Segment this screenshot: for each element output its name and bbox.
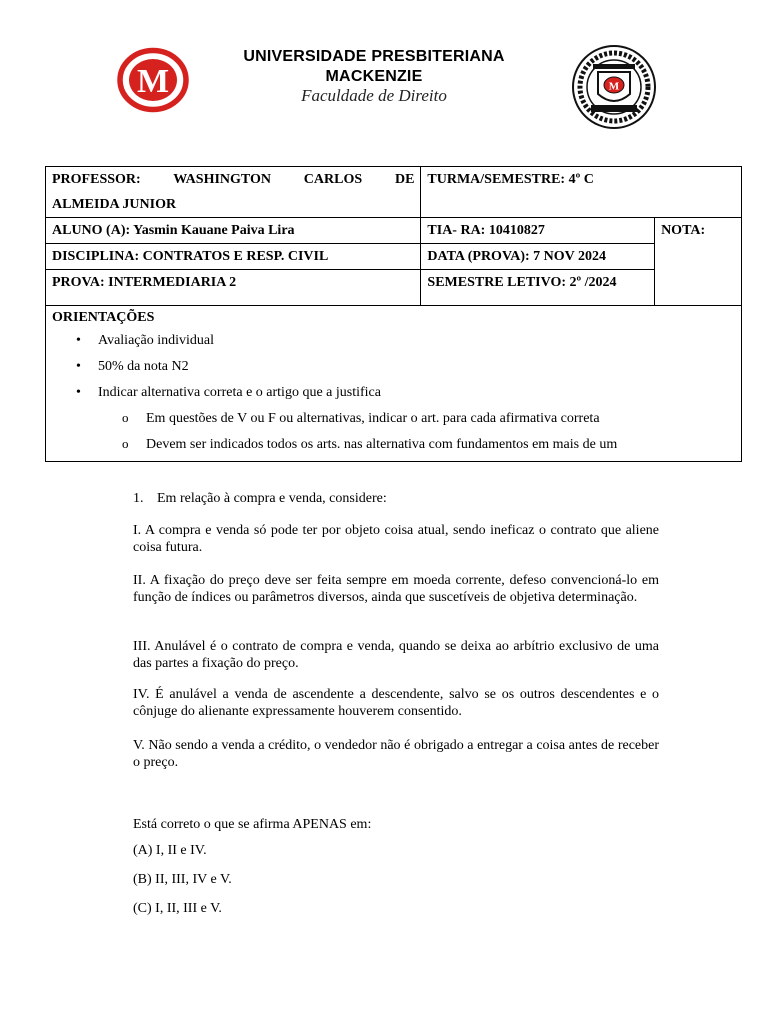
- prova-cell: PROVA: INTERMEDIARIA 2: [46, 270, 421, 306]
- statement-3: III. Anulável é o contrato de compra e venda, quando se deixa ao arbítrio exclusivo de uma das partes a fixação do preço.: [133, 639, 659, 671]
- university-line-2: MACKENZIE: [325, 68, 423, 85]
- question-prompt: [133, 490, 659, 507]
- orientacoes-list: [52, 328, 735, 406]
- question-ask: Está correto o que se afirma APENAS em:: [133, 817, 372, 832]
- option-c: (C) I, II, III e V.: [133, 901, 222, 916]
- option-a: (A) I, II e IV.: [133, 843, 207, 858]
- logo-letter: M: [136, 63, 170, 100]
- mackenzie-m-logo-icon: [116, 47, 190, 113]
- semestre-cell: SEMESTRE LETIVO: 2º /2024: [421, 270, 655, 306]
- tia-cell: TIA- RA: 10410827: [421, 218, 655, 244]
- university-name: [214, 47, 534, 87]
- seal-letter: M: [608, 80, 620, 93]
- professor-line-1: PROFESSOR: WASHINGTON CARLOS DE: [52, 172, 415, 187]
- professor-cell: [46, 167, 421, 218]
- nota-cell: NOTA:: [655, 218, 742, 306]
- option-b: (B) II, III, IV e V.: [133, 872, 232, 887]
- list-item: • Indicar alternativa correta e o artigo que a justifica: [52, 380, 735, 406]
- data-prova-cell: DATA (PROVA): 7 NOV 2024: [421, 244, 655, 270]
- statement-2: II. A fixação do preço deve ser feita sempre em moeda corrente, defeso convencioná-lo em função de índices ou parâmetros diversos, ainda que suscetíveis de objetiva determinação.: [133, 573, 659, 605]
- sub-list-item: o Em questões de V ou F ou alternativas, indicar o art. para cada afirmativa correta: [52, 406, 735, 432]
- faculty-name: Faculdade de Direito: [301, 86, 447, 105]
- university-line-1: UNIVERSIDADE PRESBITERIANA: [243, 48, 505, 65]
- turma-cell: TURMA/SEMESTRE: 4º C: [421, 167, 742, 218]
- statement-4: IV. É anulável a venda de ascendente a descendente, salvo se os outros descendentes e o cônjuge do alienante expressamente houverem consentido.: [133, 687, 659, 719]
- list-item: • Avaliação individual: [52, 328, 735, 354]
- question-prompt-text: Em relação à compra e venda, considere:: [157, 491, 387, 506]
- list-item: • 50% da nota N2: [52, 354, 735, 380]
- disciplina-cell: DISCIPLINA: CONTRATOS E RESP. CIVIL: [46, 244, 421, 270]
- sub-list-item: o Devem ser indicados todos os arts. nas alternativa com fundamentos em mais de um: [52, 432, 735, 458]
- professor-line-2: ALMEIDA JUNIOR: [52, 197, 177, 212]
- orientacoes-title: ORIENTAÇÕES: [52, 310, 155, 325]
- statement-5: V. Não sendo a venda a crédito, o vendedor não é obrigado a entregar a coisa antes de receber o preço.: [133, 738, 659, 770]
- orientacoes-cell: [46, 306, 742, 462]
- statement-1: I. A compra e venda só pode ter por objeto coisa atual, sendo ineficaz o contrato que aliene coisa futura.: [133, 523, 659, 555]
- orientacoes-sublist: [52, 406, 735, 458]
- exam-info-table: [45, 166, 742, 462]
- question-number: 1.: [133, 491, 144, 506]
- mackenzie-seal-icon: [571, 42, 657, 132]
- aluno-cell: ALUNO (A): Yasmin Kauane Paiva Lira: [46, 218, 421, 244]
